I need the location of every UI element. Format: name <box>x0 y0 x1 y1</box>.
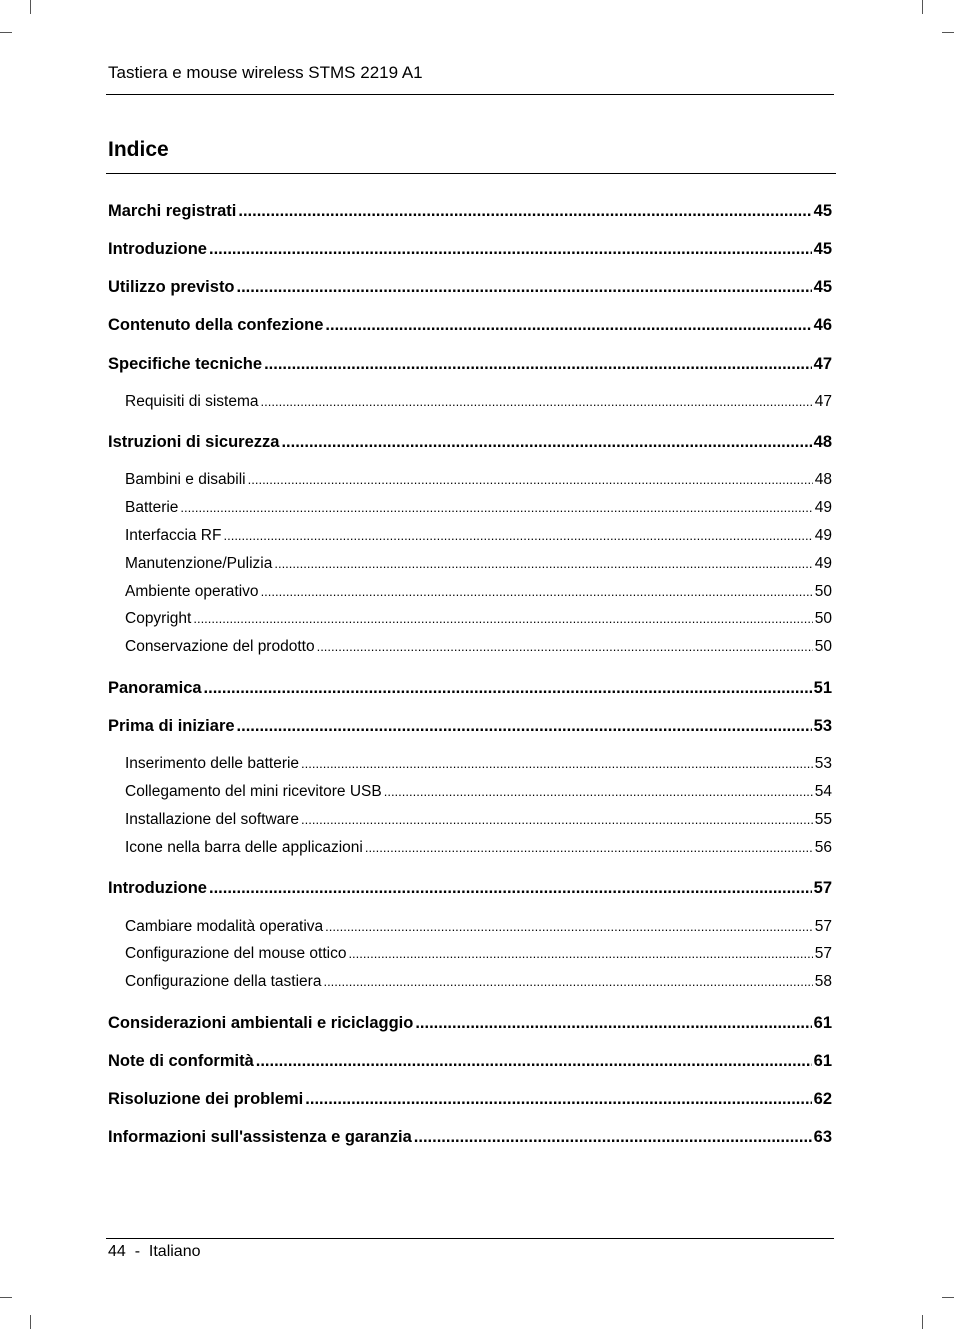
toc-entry-page: 47 <box>814 393 832 410</box>
toc-entry-label: Cambiare modalità operativa <box>125 918 324 935</box>
toc-leader-dots <box>237 717 812 736</box>
toc-leader-dots <box>180 499 812 517</box>
toc-leader-dots <box>384 783 813 801</box>
toc-entry-page: 45 <box>813 202 832 220</box>
heading-divider <box>106 173 836 174</box>
toc-entry <box>108 679 832 698</box>
toc-entry-label: Configurazione del mouse ottico <box>125 945 347 962</box>
crop-mark <box>942 1297 954 1298</box>
toc-entry <box>108 1014 832 1033</box>
toc-entry-page: 53 <box>813 717 832 735</box>
toc-leader-dots <box>301 811 813 829</box>
toc-entry-label: Interfaccia RF <box>125 527 222 544</box>
toc-entry-page: 49 <box>814 555 832 572</box>
toc-leader-dots <box>223 527 812 545</box>
toc-leader-dots <box>274 555 812 573</box>
toc-leader-dots <box>415 1014 811 1033</box>
toc-entry <box>108 755 832 773</box>
toc-entry-label: Copyright <box>125 610 192 627</box>
toc-entry-label: Utilizzo previsto <box>108 278 235 296</box>
crop-mark <box>30 1315 31 1329</box>
toc-entry-page: 58 <box>814 973 832 990</box>
toc-leader-dots <box>248 471 813 489</box>
toc-entry-label: Inserimento delle batterie <box>125 755 300 772</box>
toc-entry <box>108 717 832 736</box>
toc-entry-label: Collegamento del mini ricevitore USB <box>125 783 382 800</box>
crop-mark <box>0 1297 12 1298</box>
toc-entry-label: Bambini e disabili <box>125 471 246 488</box>
toc-leader-dots <box>325 316 811 335</box>
toc-entry <box>108 783 832 801</box>
crop-mark <box>942 32 954 33</box>
toc-entry <box>108 610 832 628</box>
toc-entry-page: 50 <box>814 610 832 627</box>
crop-mark <box>30 0 31 14</box>
toc-entry <box>108 355 832 374</box>
toc-entry-page: 49 <box>814 499 832 516</box>
toc-entry-page: 56 <box>814 839 832 856</box>
toc-entry-label: Marchi registrati <box>108 202 237 220</box>
toc-entry-label: Specifiche tecniche <box>108 355 263 373</box>
toc-entry-page: 55 <box>814 811 832 828</box>
toc-entry-page: 53 <box>814 755 832 772</box>
toc-entry-page: 48 <box>813 433 832 451</box>
toc-entry <box>108 973 832 991</box>
toc-entry <box>108 839 832 857</box>
toc-leader-dots <box>365 839 813 857</box>
toc-entry <box>108 393 832 411</box>
toc-leader-dots <box>317 638 813 656</box>
toc-entry <box>108 527 832 545</box>
crop-mark <box>0 32 12 33</box>
crop-mark <box>922 0 923 14</box>
toc-entry <box>108 240 832 259</box>
toc-entry-label: Panoramica <box>108 679 202 697</box>
toc-entry <box>108 499 832 517</box>
toc-entry-label: Informazioni sull'assistenza e garanzia <box>108 1128 412 1146</box>
toc-entry-label: Installazione del software <box>125 811 300 828</box>
toc-entry <box>108 316 832 335</box>
running-header: Tastiera e mouse wireless STMS 2219 A1 <box>108 63 423 82</box>
toc-entry-page: 63 <box>813 1128 832 1146</box>
toc-entry-label: Considerazioni ambientali e riciclaggio <box>108 1014 414 1032</box>
toc-entry-label: Introduzione <box>108 879 207 897</box>
toc-entry-label: Batterie <box>125 499 179 516</box>
header-divider <box>106 94 834 95</box>
toc-entry-label: Introduzione <box>108 240 207 258</box>
toc-entry-label: Icone nella barra delle applicazioni <box>125 839 363 856</box>
toc-entry-page: 57 <box>814 945 832 962</box>
toc-entry-label: Note di conformità <box>108 1052 254 1070</box>
toc-leader-dots <box>323 973 812 991</box>
toc-leader-dots <box>261 583 813 601</box>
toc-entry <box>108 1128 832 1147</box>
toc-entry-page: 50 <box>814 583 832 600</box>
toc-leader-dots <box>209 879 812 898</box>
toc-entry <box>108 1090 832 1109</box>
toc-leader-dots <box>237 278 812 297</box>
toc-entry <box>108 278 832 297</box>
toc-entry-page: 57 <box>814 918 832 935</box>
toc-entry-page: 61 <box>813 1014 832 1032</box>
toc-entry-label: Prima di iniziare <box>108 717 235 735</box>
page-footer: 44 - Italiano <box>108 1243 201 1260</box>
toc-leader-dots <box>193 610 812 628</box>
toc-entry-label: Istruzioni di sicurezza <box>108 433 280 451</box>
toc-entry-label: Manutenzione/Pulizia <box>125 555 273 572</box>
toc-entry-page: 45 <box>813 278 832 296</box>
toc-entry <box>108 638 832 656</box>
toc-leader-dots <box>256 1052 812 1071</box>
toc-entry <box>108 433 832 452</box>
toc-entry-page: 61 <box>813 1052 832 1070</box>
toc-leader-dots <box>209 240 812 259</box>
toc-entry-label: Requisiti di sistema <box>125 393 259 410</box>
toc-entry-label: Configurazione della tastiera <box>125 973 322 990</box>
toc-entry <box>108 471 832 489</box>
toc-entry <box>108 945 832 963</box>
toc-entry <box>108 879 832 898</box>
toc-entry <box>108 555 832 573</box>
toc-entry-page: 50 <box>814 638 832 655</box>
toc-entry-page: 49 <box>814 527 832 544</box>
toc-entry-page: 46 <box>813 316 832 334</box>
toc-entry-page: 51 <box>813 679 832 697</box>
toc-entry-page: 57 <box>813 879 832 897</box>
toc-leader-dots <box>325 918 813 936</box>
toc-entry-page: 45 <box>813 240 832 258</box>
toc-leader-dots <box>301 755 813 773</box>
toc-entry-page: 47 <box>813 355 832 373</box>
toc-entry-page: 54 <box>814 783 832 800</box>
toc-leader-dots <box>261 393 813 411</box>
toc-heading: Indice <box>108 138 169 161</box>
crop-mark <box>922 1315 923 1329</box>
toc-entry-label: Contenuto della confezione <box>108 316 324 334</box>
toc-entry <box>108 811 832 829</box>
toc-leader-dots <box>348 945 812 963</box>
toc-entry-label: Conservazione del prodotto <box>125 638 315 655</box>
toc-entry <box>108 202 832 221</box>
toc-entry-page: 48 <box>814 471 832 488</box>
toc-leader-dots <box>414 1128 812 1147</box>
footer-divider <box>106 1238 834 1239</box>
toc-entry-label: Ambiente operativo <box>125 583 259 600</box>
toc-entry <box>108 918 832 936</box>
toc-leader-dots <box>204 679 812 698</box>
toc-leader-dots <box>264 355 812 374</box>
toc-leader-dots <box>305 1090 811 1109</box>
toc-leader-dots <box>238 202 811 221</box>
toc-entry-page: 62 <box>813 1090 832 1108</box>
toc-entry <box>108 1052 832 1071</box>
toc-leader-dots <box>281 433 811 452</box>
toc-entry-label: Risoluzione dei problemi <box>108 1090 304 1108</box>
toc-entry <box>108 583 832 601</box>
